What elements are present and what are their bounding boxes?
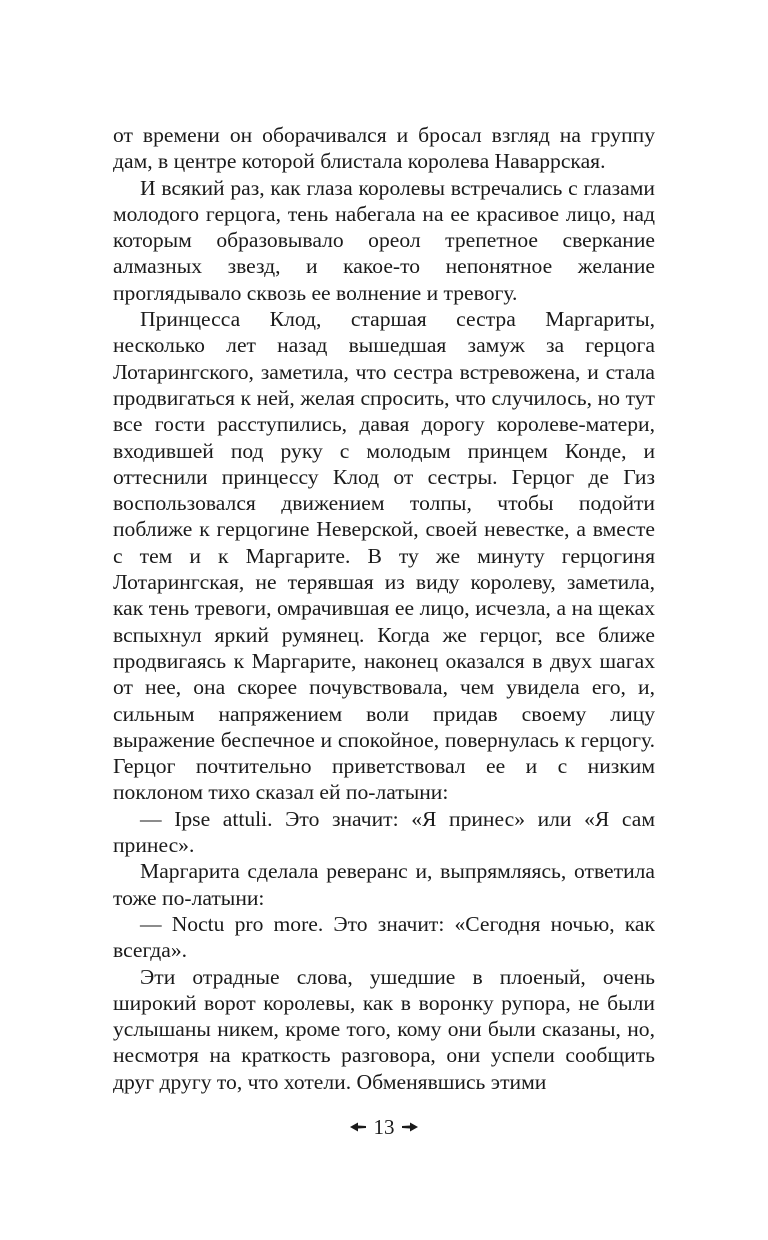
ornament-right-icon [401,1121,419,1133]
dialogue-line: — Ipse attuli. Это значит: «Я принес» или «Я сам принес». [113,806,655,858]
page-number: 13 [373,1115,395,1140]
paragraph-continuation: от времени он оборачивался и бросал взгляд на группу дам, в центре которой блистала королева Наваррская. [113,123,655,174]
body-text [113,122,655,1095]
paragraph: Эти отрадные слова, ушедшие в плоеный, очень широкий ворот королевы, как в воронку рупора, не были услышаны никем, кроме того, кому они были сказаны, но, несмотря на краткость разговора, они успели сообщить друг другу то, что хотели. Обменявшись этими [113,964,655,1094]
paragraph: Маргарита сделала реверанс и, выпрямляясь, ответила тоже по-латыни: [113,859,655,910]
dialogue-line: — Noctu pro more. Это значит: «Сегодня ночью, как всегда». [113,911,655,963]
page-footer [0,1112,768,1140]
paragraph: Принцесса Клод, старшая сестра Маргариты, несколько лет назад вышедшая замуж за герцога Лотарингского, заметила, что сестра встревожена, и стала продвигаться к ней, желая спросить, что случилось, но тут все гости расступились, давая дорогу королеве-матери, входившей под руку с молодым принцем Конде, и оттеснили принцессу Клод от сестры. Герцог де Гиз воспользовался движением толпы, чтобы подойти поближе к герцогине Неверской, своей невестке, а вместе с тем и к Маргарите. В ту же минуту герцогиня Лотарингская, не терявшая из виду королеву, заметила, как тень тревоги, омрачившая ее лицо, исчезла, а на щеках вспыхнул яркий румянец. Когда же герцог, все ближе продвигаясь к Маргарите, наконец оказался в двух шагах от нее, она скорее почувствовала, чем увидела его, и, сильным напряжением воли придав своему лицу выражение беспечное и спокойное, повернулась к герцогу. Герцог почтительно приветствовал ее и с низким поклоном тихо сказал ей по-латыни: [113,307,655,805]
paragraph: И всякий раз, как глаза королевы встречались с глазами молодого герцога, тень набегала на ее красивое лицо, над которым образовывало ореол трепетное сверкание алмазных звезд, и какое-то непонятное желание проглядывало сквозь ее волнение и тревогу. [113,175,655,305]
ornament-left-icon [349,1121,367,1133]
